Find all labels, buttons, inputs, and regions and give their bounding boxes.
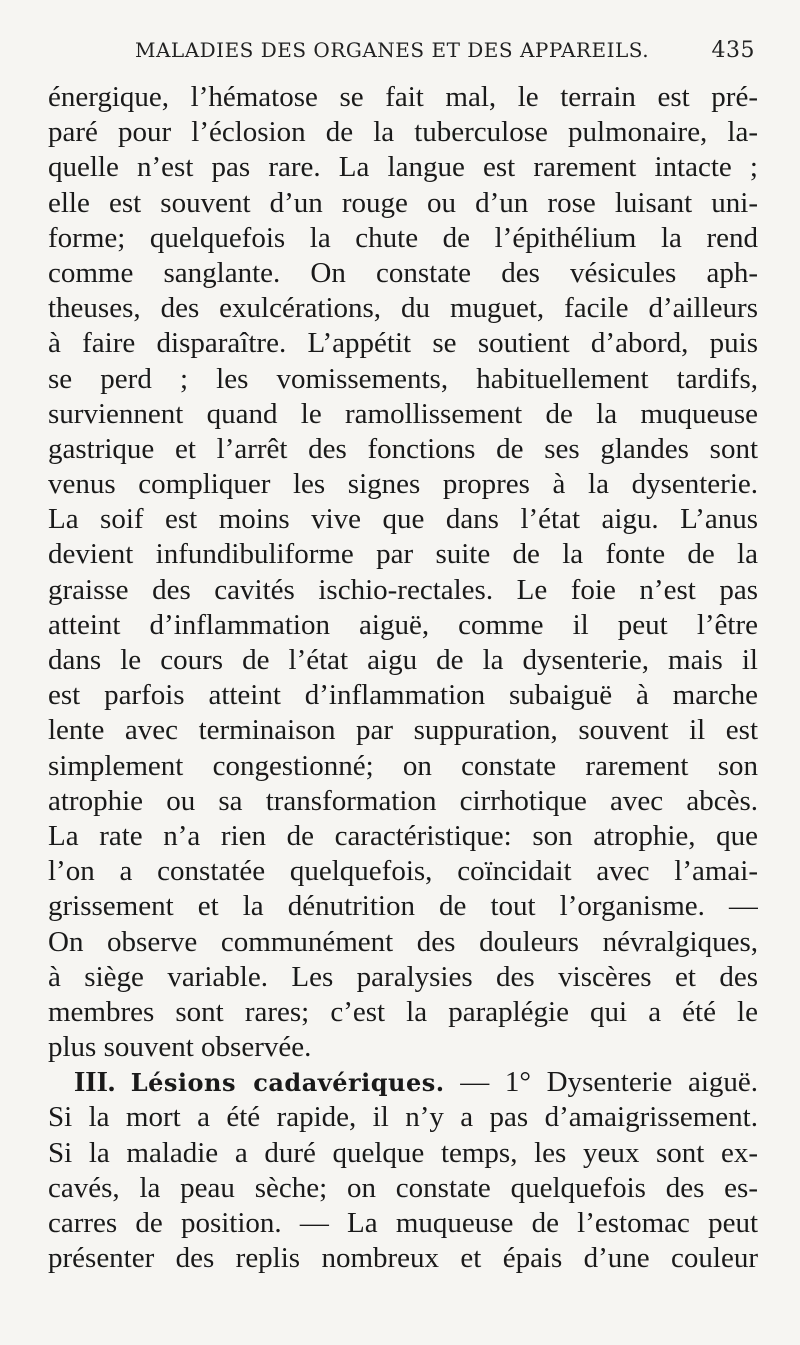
text-line: elle est souvent d’un rouge ou d’un rose luisant uni- [48,186,758,219]
text-line: membres sont rares; c’est la paraplégie qui a été le [48,995,758,1028]
text-line: graisse des cavités ischio-rectales. Le foie n’est pas [48,573,758,606]
text-line: grissement et la dénutrition de tout l’organisme. — [48,890,758,923]
text-line: Si la mort a été rapide, il n’y a pas d’amaigrissement. [48,1101,758,1134]
section-heading: Lésions cadavériques. [130,1068,445,1098]
text-line: On observe communément des douleurs névralgiques, [48,925,758,958]
paragraph-lesions-cadaveriques [48,1065,758,1276]
text-line: theuses, des exulcérations, du muguet, facile d’ailleurs [48,292,758,325]
running-head [95,38,755,70]
text-line: comme sanglante. On constate des vésicules aph- [48,256,758,289]
text-line: carres de position. — La muqueuse de l’estomac peut [48,1207,758,1239]
text-line: quelle n’est pas rare. La langue est rarement intacte ; [48,151,758,184]
text-line: à siège variable. Les paralysies des viscères et des [48,960,758,993]
text-line: atrophie ou sa transformation cirrhotique avec abcès. [48,784,758,817]
text-line: La rate n’a rien de caractéristique: son atrophie, que [48,819,758,852]
body-text [48,80,758,1276]
section-number: III. [74,1066,116,1099]
paragraph-continuation [48,80,758,1065]
text-line: lente avec terminaison par suppuration, souvent il est [48,714,758,747]
text-line: La soif est moins vive que dans l’état aigu. L’anus [48,503,758,536]
text-line: dans le cours de l’état aigu de la dysenterie, mais il [48,644,758,676]
text-line: cavés, la peau sèche; on constate quelquefois des es- [48,1171,758,1204]
text-line: paré pour l’éclosion de la tuberculose pulmonaire, la- [48,116,758,149]
text-line: se perd ; les vomissements, habituellement tardifs, [48,362,758,395]
text-line: gastrique et l’arrêt des fonctions de ses glandes sont [48,432,758,465]
text-line: présenter des replis nombreux et épais d’une couleur [48,1242,758,1275]
text-line: à faire disparaître. L’appétit se soutient d’abord, puis [48,327,758,360]
text-line [48,1065,758,1100]
text-line: Si la maladie a duré quelque temps, les yeux sont ex- [48,1136,758,1169]
text-line: devient infundibuliforme par suite de la fonte de la [48,538,758,571]
section-first-line-text: — 1° Dysenterie aiguë. [460,1066,758,1099]
running-head-title: MALADIES DES ORGANES ET DES APPAREILS. [135,38,650,62]
text-line: simplement congestionné; on constate rarement son [48,749,758,782]
text-line: est parfois atteint d’inflammation subaiguë à marche [48,679,758,712]
text-line: plus souvent observée. [48,1031,312,1064]
text-line: énergique, l’hématose se fait mal, le terrain est pré- [48,81,758,113]
text-line: forme; quelquefois la chute de l’épithélium la rend [48,221,758,254]
text-line: venus compliquer les signes propres à la dysenterie. [48,468,758,501]
text-line: atteint d’inflammation aiguë, comme il peut l’être [48,608,758,641]
page-number: 435 [711,38,755,63]
text-line: l’on a constatée quelquefois, coïncidait avec l’amai- [48,855,758,888]
text-line: surviennent quand le ramollissement de la muqueuse [48,397,758,430]
